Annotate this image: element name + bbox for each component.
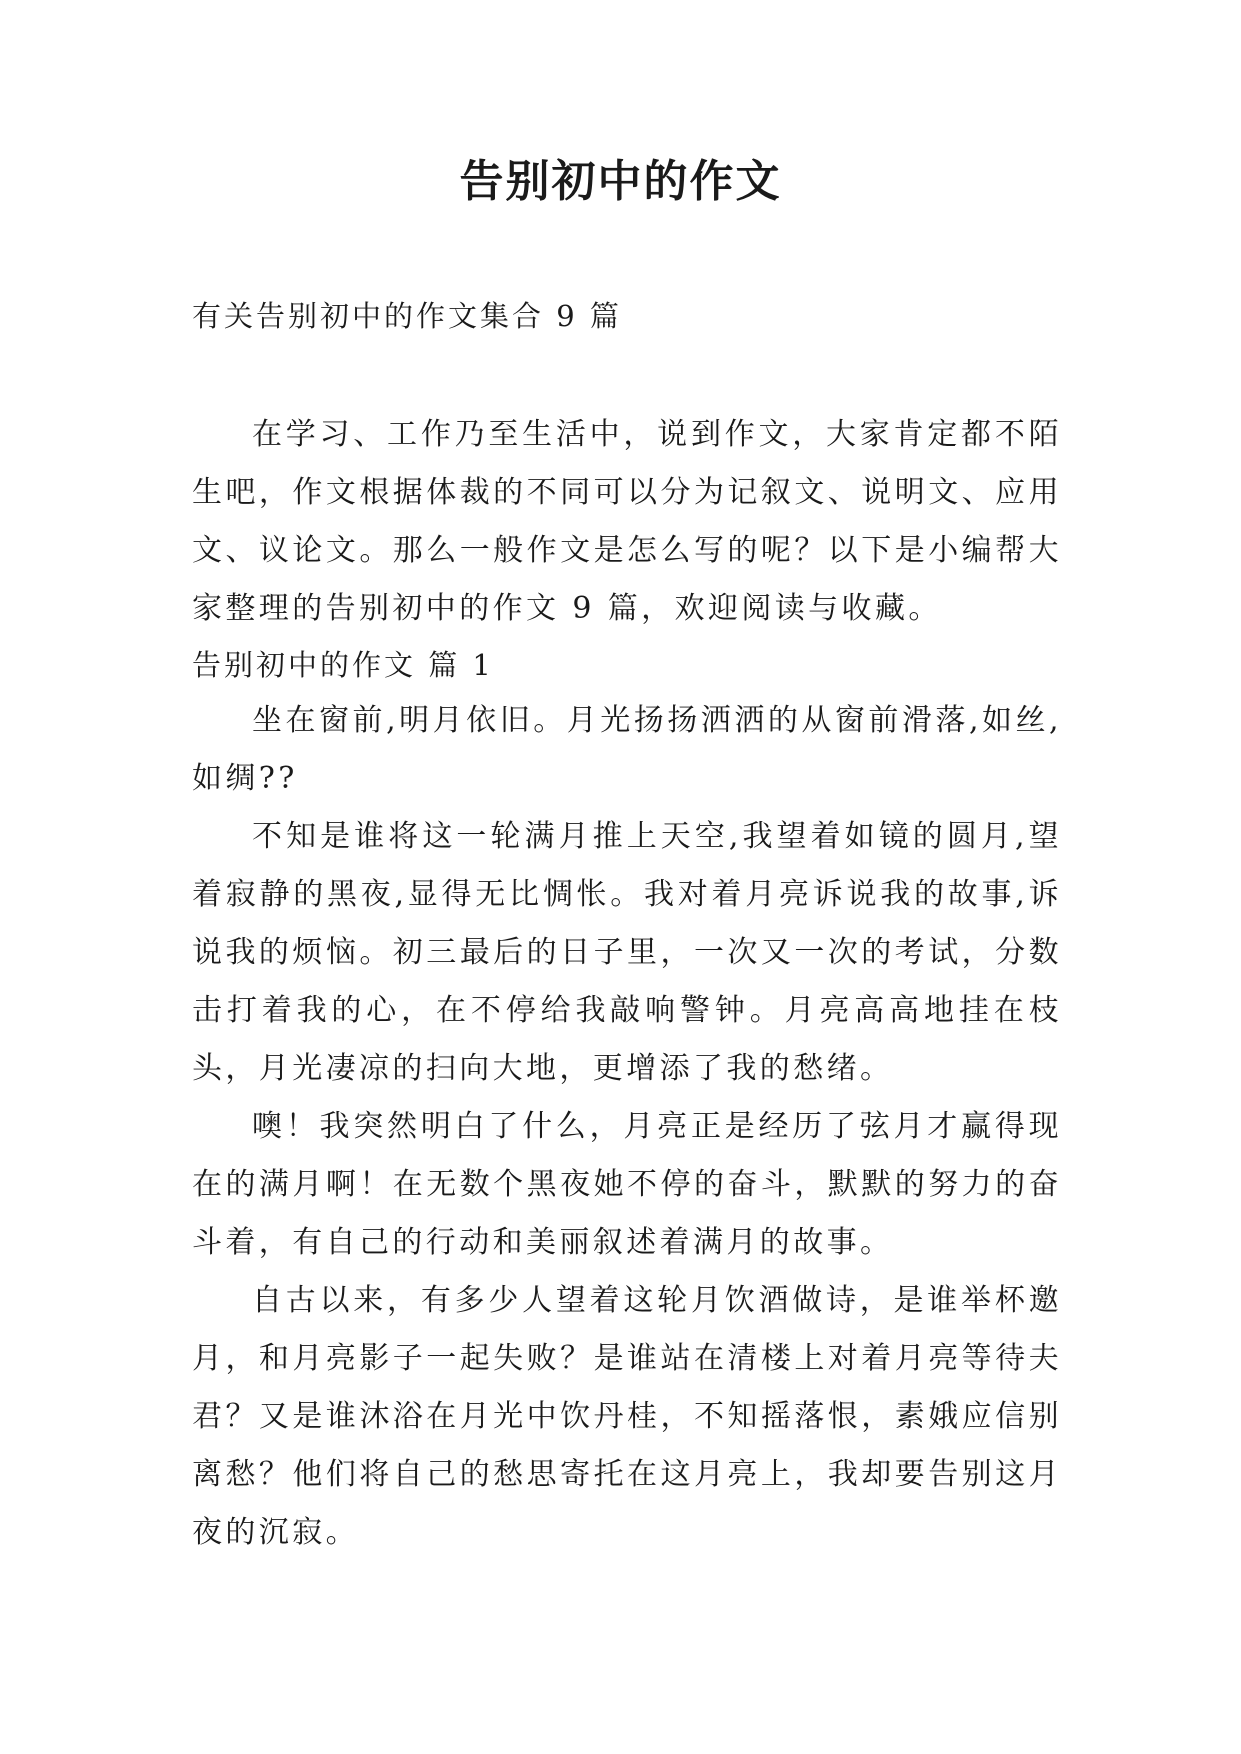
body-paragraph-1: 坐在窗前,明月依旧。月光扬扬洒洒的从窗前滑落,如丝,如绸?? [192, 703, 1062, 796]
document-subtitle: 有关告别初中的作文集合 9 篇 [192, 299, 622, 333]
document-body [192, 406, 1062, 1562]
body-paragraph-3: 噢！我突然明白了什么，月亮正是经历了弦月才赢得现在的满月啊！在无数个黑夜她不停的奋斗，默默的努力的奋斗着，有自己的行动和美丽叙述着满月的故事。 [192, 1109, 1062, 1260]
intro-paragraph: 在学习、工作乃至生活中，说到作文，大家肯定都不陌生吧，作文根据体裁的不同可以分为记叙文、说明文、应用文、议论文。那么一般作文是怎么写的呢？以下是小编帮大家整理的告别初中的作文 9 篇，欢迎阅读与收藏。 [192, 417, 1062, 626]
section-heading: 告别初中的作文 篇 1 [192, 648, 494, 682]
body-paragraph-4: 自古以来，有多少人望着这轮月饮酒做诗，是谁举杯邀月，和月亮影子一起失败？是谁站在清楼上对着月亮等待夫君？又是谁沐浴在月光中饮丹桂，不知摇落恨，素娥应信别离愁？他们将自己的愁思寄托在这月亮上，我却要告别这月夜的沉寂。 [192, 1283, 1062, 1550]
document-title: 告别初中的作文 [459, 156, 782, 207]
body-paragraph-2: 不知是谁将这一轮满月推上天空,我望着如镜的圆月,望着寂静的黑夜,显得无比惆怅。我对着月亮诉说我的故事,诉说我的烦恼。初三最后的日子里，一次又一次的考试，分数击打着我的心，在不停给我敲响警钟。月亮高高地挂在枝头，月光凄凉的扫向大地，更增添了我的愁绪。 [192, 819, 1062, 1086]
